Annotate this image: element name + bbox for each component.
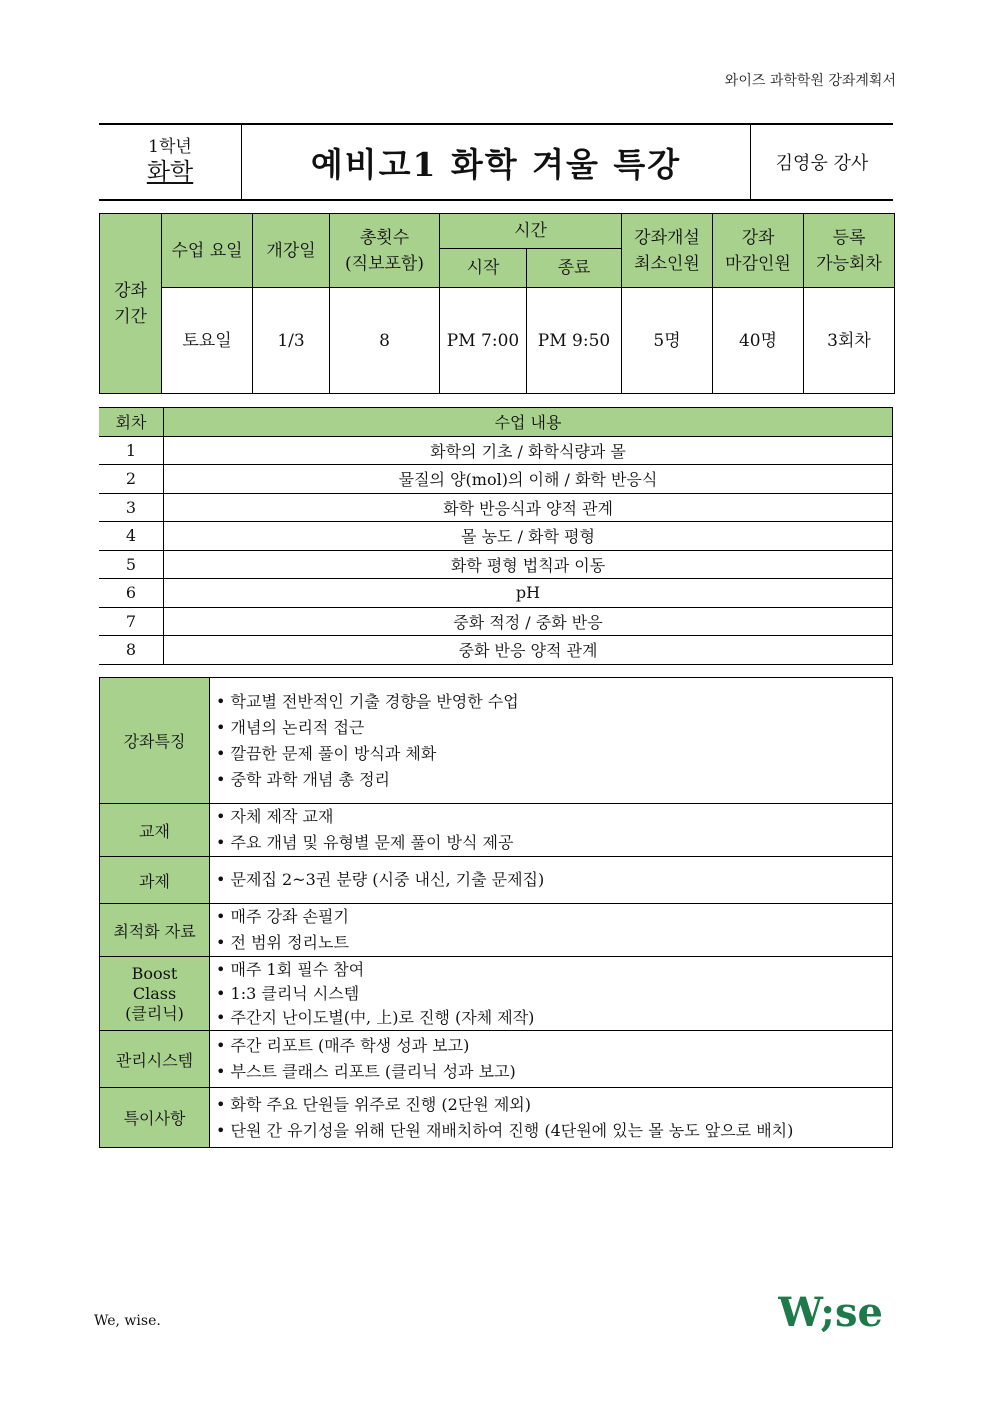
notes-content — [210, 1088, 893, 1148]
list-item: • 깔끔한 문제 풀이 방식과 체화 — [216, 741, 892, 767]
material-content — [210, 904, 893, 957]
list-item: • 주간 리포트 (매주 학생 성과 보고) — [216, 1033, 892, 1059]
boost-label-line3: (클리닉) — [125, 1003, 184, 1023]
col-reg-line2: 가능회차 — [816, 253, 882, 274]
list-item: • 주요 개념 및 유형별 문제 풀이 방식 제공 — [216, 830, 892, 856]
list-item: • 단원 간 유기성을 위해 단원 재배치하여 진행 (4단원에 있는 몰 농도 앞으로 배치) — [216, 1118, 892, 1144]
session-content: pH — [164, 579, 893, 608]
management-content — [210, 1031, 893, 1088]
document-header-label: 와이즈 과학학원 강좌계획서 — [724, 73, 896, 89]
list-item: • 1:3 클리닉 시스템 — [216, 982, 892, 1006]
session-number: 2 — [99, 465, 164, 494]
session-number: 5 — [99, 550, 164, 579]
session-number: 7 — [99, 607, 164, 636]
grade-label: 1학년 — [148, 137, 192, 157]
val-time-start: PM 7:00 — [440, 288, 527, 394]
col-total-line2: (직보포함) — [345, 253, 424, 274]
course-title: 예비고1 화학 겨울 특강 — [242, 125, 751, 199]
list-item: • 매주 1회 필수 참여 — [216, 958, 892, 982]
val-time-end: PM 9:50 — [527, 288, 622, 394]
boost-label-line1: Boost — [131, 963, 178, 983]
col-time-start: 시작 — [440, 249, 527, 288]
session-number: 8 — [99, 636, 164, 665]
footer-slogan: We, wise. — [94, 1313, 161, 1329]
val-max: 40명 — [713, 288, 804, 394]
session-number: 1 — [99, 436, 164, 465]
course-info-table — [99, 213, 895, 394]
val-day: 토요일 — [162, 288, 253, 394]
list-item: • 주간지 난이도별(中, 上)로 진행 (자체 제작) — [216, 1006, 892, 1030]
val-min: 5명 — [622, 288, 713, 394]
material-label: 최적화 자료 — [100, 904, 210, 957]
col-total-line1: 총횟수 — [359, 227, 410, 248]
wise-logo — [778, 1290, 896, 1332]
homework-label: 과제 — [100, 857, 210, 904]
val-start-date: 1/3 — [253, 288, 330, 394]
session-content: 중화 적정 / 중화 반응 — [164, 607, 893, 636]
table-row — [99, 550, 893, 579]
table-row — [99, 465, 893, 494]
session-content: 화학 평형 법칙과 이동 — [164, 550, 893, 579]
session-number: 4 — [99, 522, 164, 551]
col-time-end: 종료 — [527, 249, 622, 288]
val-total: 8 — [330, 288, 440, 394]
list-item: • 학교별 전반적인 기출 경향을 반영한 수업 — [216, 689, 892, 715]
subject-label: 화학 — [146, 158, 194, 186]
session-content: 화학의 기초 / 화학식량과 몰 — [164, 436, 893, 465]
textbook-content — [210, 804, 893, 857]
period-label: 강좌 기간 — [100, 214, 162, 394]
list-item: • 부스트 클래스 리포트 (클리닉 성과 보고) — [216, 1059, 892, 1085]
col-day: 수업 요일 — [162, 214, 253, 288]
col-reg-line1: 등록 — [832, 227, 866, 248]
col-min-line1: 강좌개설 — [634, 227, 700, 248]
col-content: 수업 내용 — [164, 408, 893, 437]
col-max-line2: 마감인원 — [725, 253, 791, 274]
list-item: • 매주 강좌 손필기 — [216, 904, 892, 930]
boost-class-content — [210, 957, 893, 1031]
course-features-table — [99, 677, 893, 1148]
grade-subject-cell — [99, 125, 242, 199]
val-reg: 3회차 — [804, 288, 895, 394]
table-row — [99, 522, 893, 551]
textbook-label: 교재 — [100, 804, 210, 857]
table-row — [99, 493, 893, 522]
list-item: • 문제집 2~3권 분량 (시중 내신, 기출 문제집) — [216, 867, 892, 893]
table-row — [99, 636, 893, 665]
instructor-name: 김영웅 강사 — [775, 153, 869, 174]
features-content — [210, 678, 893, 804]
logo-text: W;se — [778, 1290, 883, 1332]
col-max-line1: 강좌 — [741, 227, 775, 248]
features-label: 강좌특징 — [100, 678, 210, 804]
col-session: 회차 — [99, 408, 164, 437]
list-item: • 전 범위 정리노트 — [216, 930, 892, 956]
col-total — [330, 214, 440, 288]
homework-content — [210, 857, 893, 904]
session-content: 물질의 양(mol)의 이해 / 화학 반응식 — [164, 465, 893, 494]
list-item: • 중학 과학 개념 총 정리 — [216, 767, 892, 793]
list-item: • 개념의 논리적 접근 — [216, 715, 892, 741]
col-max — [713, 214, 804, 288]
table-row — [99, 436, 893, 465]
list-item: • 화학 주요 단원들 위주로 진행 (2단원 제외) — [216, 1092, 892, 1118]
table-row — [99, 607, 893, 636]
col-time: 시간 — [440, 214, 622, 249]
boost-class-label — [100, 957, 210, 1031]
schedule-table — [99, 407, 893, 665]
col-start-date: 개강일 — [253, 214, 330, 288]
management-label: 관리시스템 — [100, 1031, 210, 1088]
session-content: 중화 반응 양적 관계 — [164, 636, 893, 665]
table-row — [99, 579, 893, 608]
col-min-line2: 최소인원 — [634, 253, 700, 274]
session-content: 몰 농도 / 화학 평형 — [164, 522, 893, 551]
col-min — [622, 214, 713, 288]
title-box — [99, 123, 893, 201]
session-number: 3 — [99, 493, 164, 522]
list-item: • 자체 제작 교재 — [216, 804, 892, 830]
session-number: 6 — [99, 579, 164, 608]
boost-label-line2: Class — [132, 983, 177, 1003]
session-content: 화학 반응식과 양적 관계 — [164, 493, 893, 522]
col-reg — [804, 214, 895, 288]
notes-label: 특이사항 — [100, 1088, 210, 1148]
